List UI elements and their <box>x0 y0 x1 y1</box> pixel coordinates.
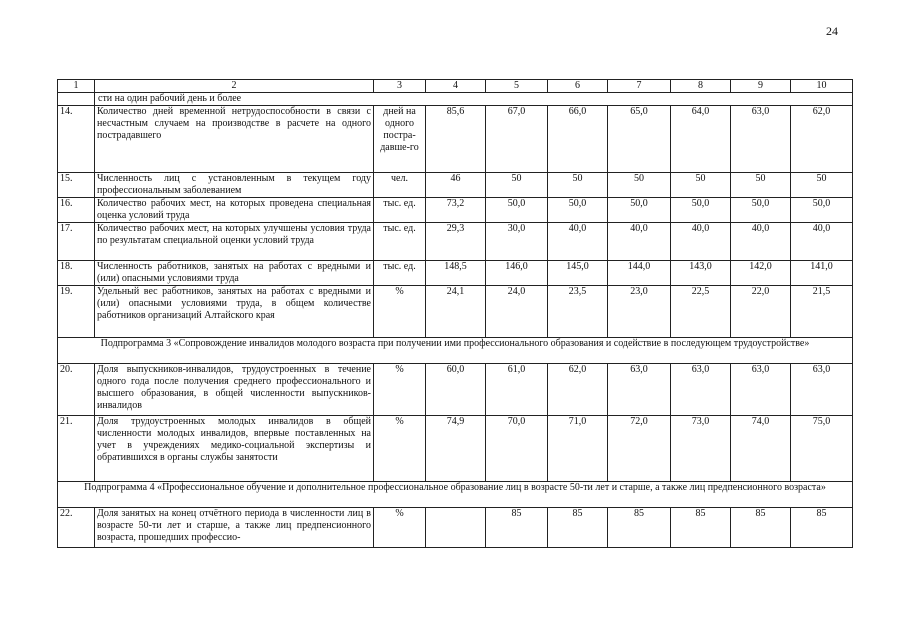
unit-of-measure: % <box>374 508 426 548</box>
value-cell: 40,0 <box>548 223 608 261</box>
value-cell: 50,0 <box>486 198 548 223</box>
row-number: 18. <box>58 261 95 286</box>
column-number: 5 <box>486 80 548 93</box>
column-number: 7 <box>608 80 671 93</box>
value-cell: 63,0 <box>791 364 853 416</box>
value-cell: 24,0 <box>486 286 548 338</box>
value-cell: 75,0 <box>791 416 853 482</box>
row-number: 22. <box>58 508 95 548</box>
unit-of-measure: тыс. ед. <box>374 261 426 286</box>
value-cell: 85 <box>608 508 671 548</box>
table-row <box>58 223 853 261</box>
indicator-name: Количество рабочих мест, на которых улучшены условия труда по результатам специальной оценки условий труда <box>95 223 374 261</box>
value-cell: 145,0 <box>548 261 608 286</box>
value-cell: 50 <box>671 173 731 198</box>
value-cell: 50 <box>548 173 608 198</box>
table-row <box>58 106 853 173</box>
value-cell: 63,0 <box>731 364 791 416</box>
indicator-name: Численность работников, занятых на работах с вредными и (или) опасными условиями труда <box>95 261 374 286</box>
value-cell: 72,0 <box>608 416 671 482</box>
unit-of-measure: чел. <box>374 173 426 198</box>
value-cell: 50,0 <box>731 198 791 223</box>
value-cell: 65,0 <box>608 106 671 173</box>
value-cell: 50,0 <box>608 198 671 223</box>
column-number: 2 <box>95 80 374 93</box>
column-number: 6 <box>548 80 608 93</box>
value-cell: 50,0 <box>548 198 608 223</box>
row-number: 19. <box>58 286 95 338</box>
table-row <box>58 198 853 223</box>
value-cell: 29,3 <box>426 223 486 261</box>
unit-of-measure: % <box>374 286 426 338</box>
value-cell: 50 <box>608 173 671 198</box>
table-row <box>58 508 853 548</box>
value-cell: 85 <box>731 508 791 548</box>
column-number: 1 <box>58 80 95 93</box>
value-cell: 143,0 <box>671 261 731 286</box>
row-number: 16. <box>58 198 95 223</box>
value-cell: 85 <box>671 508 731 548</box>
value-cell: 30,0 <box>486 223 548 261</box>
value-cell: 23,5 <box>548 286 608 338</box>
value-cell: 22,0 <box>731 286 791 338</box>
value-cell: 62,0 <box>548 364 608 416</box>
value-cell: 60,0 <box>426 364 486 416</box>
indicator-name: Численность лиц с установленным в текущем году профессиональным заболеванием <box>95 173 374 198</box>
value-cell: 22,5 <box>671 286 731 338</box>
indicator-name: Удельный вес работников, занятых на работах с вредными и (или) опасными условиями труда, в общем количестве работников организаций Алтайского края <box>95 286 374 338</box>
subprogram-4-title: Подпрограмма 4 «Профессиональное обучение и дополнительное профессиональное образование лиц в возрасте 50-ти лет и старше, а также лиц предпенсионного возраста» <box>58 482 853 508</box>
value-cell: 64,0 <box>671 106 731 173</box>
column-number: 8 <box>671 80 731 93</box>
row-number: 17. <box>58 223 95 261</box>
column-number-row <box>58 80 853 93</box>
column-number: 9 <box>731 80 791 93</box>
indicator-name: Количество рабочих мест, на которых проведена специальная оценка условий труда <box>95 198 374 223</box>
unit-of-measure: дней на одного постра-давше-го <box>374 106 426 173</box>
value-cell: 50,0 <box>791 198 853 223</box>
continuation-text: сти на один рабочий день и более <box>95 93 853 106</box>
value-cell: 148,5 <box>426 261 486 286</box>
table-row <box>58 416 853 482</box>
value-cell: 21,5 <box>791 286 853 338</box>
value-cell: 50,0 <box>671 198 731 223</box>
value-cell: 62,0 <box>791 106 853 173</box>
value-cell: 141,0 <box>791 261 853 286</box>
value-cell: 24,1 <box>426 286 486 338</box>
table-row <box>58 261 853 286</box>
value-cell: 73,2 <box>426 198 486 223</box>
continuation-row <box>58 93 853 106</box>
value-cell: 50 <box>731 173 791 198</box>
value-cell: 63,0 <box>671 364 731 416</box>
row-number: 21. <box>58 416 95 482</box>
value-cell: 63,0 <box>608 364 671 416</box>
value-cell: 85 <box>791 508 853 548</box>
table-row <box>58 286 853 338</box>
value-cell: 74,0 <box>731 416 791 482</box>
unit-of-measure: тыс. ед. <box>374 198 426 223</box>
value-cell: 40,0 <box>608 223 671 261</box>
column-number: 10 <box>791 80 853 93</box>
value-cell: 85 <box>548 508 608 548</box>
value-cell: 63,0 <box>731 106 791 173</box>
value-cell: 40,0 <box>731 223 791 261</box>
indicator-name: Доля занятых на конец отчётного периода в численности лиц в возрасте 50-ти лет и старше, а также лиц предпенсионного возраста, прошедших профессио- <box>95 508 374 548</box>
value-cell: 23,0 <box>608 286 671 338</box>
row-number: 20. <box>58 364 95 416</box>
continuation-num-cell <box>58 93 95 106</box>
subprogram-row <box>58 482 853 508</box>
unit-of-measure: % <box>374 416 426 482</box>
indicator-name: Доля выпускников-инвалидов, трудоустроенных в течение одного года после получения среднего профессионального и высшего образования, в общей численности выпускников-инвалидов <box>95 364 374 416</box>
value-cell: 144,0 <box>608 261 671 286</box>
row-number: 15. <box>58 173 95 198</box>
indicator-name: Доля трудоустроенных молодых инвалидов в общей численности молодых инвалидов, впервые поставленных на учет в учреждениях медико-социальной экспертизы и обратившихся в органы службы занятости <box>95 416 374 482</box>
value-cell: 50 <box>791 173 853 198</box>
subprogram-row <box>58 338 853 364</box>
row-number: 14. <box>58 106 95 173</box>
subprogram-3-title: Подпрограмма 3 «Сопровождение инвалидов молодого возраста при получении ими профессионального образования и содействие в последующем трудоустройстве» <box>58 338 853 364</box>
value-cell: 74,9 <box>426 416 486 482</box>
page-number: 24 <box>826 24 838 38</box>
value-cell: 146,0 <box>486 261 548 286</box>
table-row <box>58 364 853 416</box>
value-cell: 71,0 <box>548 416 608 482</box>
table-body <box>58 80 853 548</box>
table-row <box>58 173 853 198</box>
indicator-name: Количество дней временной нетрудоспособности в связи с несчастным случаем на производстве в расчете на одного пострадавшего <box>95 106 374 173</box>
column-number: 4 <box>426 80 486 93</box>
value-cell: 142,0 <box>731 261 791 286</box>
unit-of-measure: тыс. ед. <box>374 223 426 261</box>
column-number: 3 <box>374 80 426 93</box>
value-cell: 85 <box>486 508 548 548</box>
value-cell: 61,0 <box>486 364 548 416</box>
indicators-table <box>57 79 853 548</box>
value-cell: 85,6 <box>426 106 486 173</box>
value-cell <box>426 508 486 548</box>
value-cell: 40,0 <box>791 223 853 261</box>
value-cell: 67,0 <box>486 106 548 173</box>
value-cell: 73,0 <box>671 416 731 482</box>
value-cell: 70,0 <box>486 416 548 482</box>
value-cell: 40,0 <box>671 223 731 261</box>
value-cell: 50 <box>486 173 548 198</box>
unit-of-measure: % <box>374 364 426 416</box>
value-cell: 46 <box>426 173 486 198</box>
value-cell: 66,0 <box>548 106 608 173</box>
